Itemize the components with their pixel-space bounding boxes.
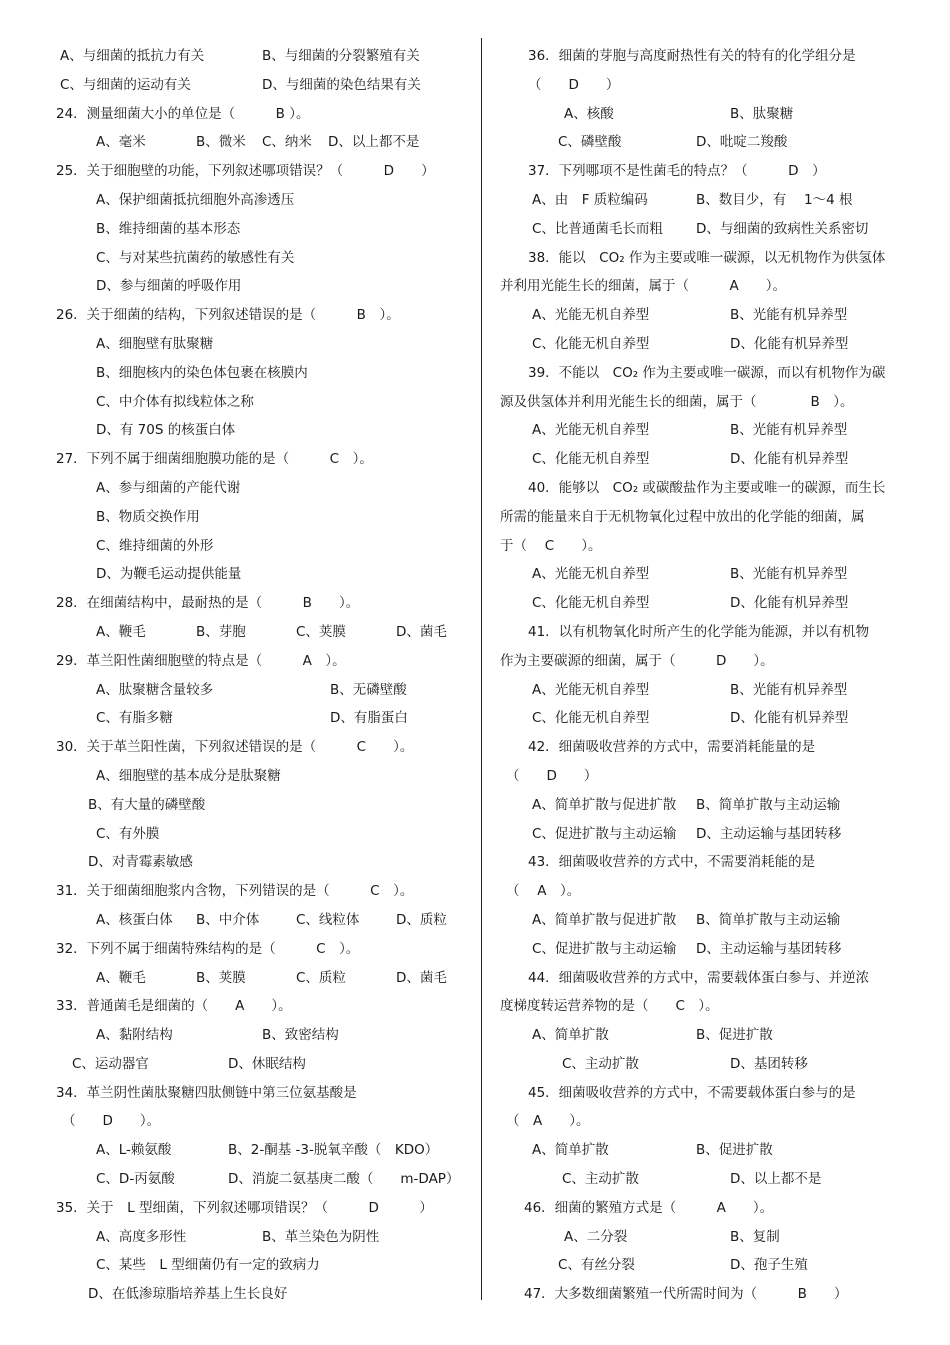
text-segment: 39．不能以 CO₂ 作为主要或唯一碳源，而以有机物作为碳 [528, 364, 886, 381]
text-segment: A、简单扩散与促进扩散 [532, 911, 677, 928]
text-segment: 29．革兰阳性菌细胞壁的特点是（ A ）。 [56, 652, 346, 669]
text-segment: 45．细菌吸收营养的方式中，不需要载体蛋白参与的是 [528, 1084, 856, 1101]
text-line [500, 906, 900, 935]
text-segment: C、磷壁酸 [558, 134, 622, 151]
text-line [500, 1107, 900, 1136]
text-line [52, 1107, 472, 1136]
text-segment: D、主动运输与基团转移 [696, 940, 842, 957]
text-segment: 于（ C ）。 [500, 537, 602, 554]
text-line [500, 791, 900, 820]
text-segment: A、简单扩散与促进扩散 [532, 796, 677, 813]
text-line [52, 1251, 472, 1280]
text-segment: B、简单扩散与主动运输 [696, 796, 841, 813]
text-line [52, 71, 472, 100]
text-segment: B、无磷壁酸 [330, 681, 407, 698]
text-segment: 47．大多数细菌繁殖一代所需时间为（ B ） [524, 1286, 848, 1303]
text-segment: B、革兰染色为阴性 [262, 1228, 380, 1245]
text-segment: B、简单扩散与主动运输 [696, 911, 841, 928]
text-segment: A、光能无机自养型 [532, 307, 650, 324]
text-segment: 46．细菌的繁殖方式是（ A ）。 [524, 1199, 774, 1216]
text-segment: 38．能以 CO₂ 作为主要或唯一碳源，以无机物作为供氢体 [528, 249, 886, 266]
text-segment: A、鞭毛 [96, 623, 146, 640]
text-segment: D、在低渗琼脂培养基上生长良好 [88, 1286, 288, 1303]
text-line [500, 1223, 900, 1252]
text-line [500, 589, 900, 618]
text-segment: 31．关于细菌细胞浆内含物，下列错误的是（ C ）。 [56, 883, 414, 900]
text-segment: C、与细菌的运动有关 [60, 76, 191, 93]
text-line [52, 128, 472, 157]
text-line [52, 474, 472, 503]
text-segment: 作为主要碳源的细菌，属于（ D ）。 [500, 652, 774, 669]
text-line [52, 704, 472, 733]
text-segment: C、比普通菌毛长而粗 [532, 220, 663, 237]
text-line [500, 877, 900, 906]
text-line [52, 906, 472, 935]
text-line [500, 1280, 900, 1309]
text-line [500, 301, 900, 330]
text-segment: D、化能有机异养型 [730, 595, 849, 612]
text-segment: D、菌毛 [396, 623, 447, 640]
text-line [52, 1223, 472, 1252]
text-segment: 源及供氢体并利用光能生长的细菌，属于（ B ）。 [500, 393, 854, 410]
text-segment: D、化能有机异养型 [730, 451, 849, 468]
text-segment: A、光能无机自养型 [532, 681, 650, 698]
text-segment: A、鞭毛 [96, 969, 146, 986]
text-segment: C、纳米 [262, 134, 312, 151]
text-segment: A、由 F 质粒编码 [532, 191, 648, 208]
text-segment: B、2-酮基 -3-脱氧辛酸（ KDO） [228, 1142, 439, 1159]
text-line [500, 128, 900, 157]
text-segment: C、某些 L 型细菌仍有一定的致病力 [96, 1257, 320, 1274]
text-segment: D、孢子生殖 [730, 1257, 808, 1274]
text-segment: C、促进扩散与主动运输 [532, 940, 677, 957]
text-segment: 44．细菌吸收营养的方式中，需要载体蛋白参与、并逆浓 [528, 969, 870, 986]
text-line [52, 1280, 472, 1309]
text-line [52, 416, 472, 445]
text-segment: B、维持细菌的基本形态 [96, 220, 241, 237]
text-segment: D、与细菌的致病性关系密切 [696, 220, 869, 237]
text-line [52, 733, 472, 762]
text-segment: A、二分裂 [564, 1228, 628, 1245]
text-segment: 34．革兰阴性菌肽聚糖四肽侧链中第三位氨基酸是 [56, 1084, 357, 1101]
text-segment: C、维持细菌的外形 [96, 537, 214, 554]
text-segment: A、核酸 [564, 105, 614, 122]
text-line [500, 1251, 900, 1280]
text-segment: D、质粒 [396, 911, 447, 928]
text-line [52, 215, 472, 244]
text-segment: C、化能无机自养型 [532, 710, 650, 727]
text-segment: 43．细菌吸收营养的方式中，不需要消耗能的是 [528, 854, 816, 871]
text-segment: B、光能有机异养型 [730, 422, 848, 439]
text-segment: C、荚膜 [296, 623, 346, 640]
text-segment: C、主动扩散 [562, 1171, 639, 1188]
text-line [500, 560, 900, 589]
text-line [500, 157, 900, 186]
text-line [52, 301, 472, 330]
text-segment: C、质粒 [296, 969, 346, 986]
text-line [52, 1194, 472, 1223]
text-segment: C、化能无机自养型 [532, 335, 650, 352]
text-segment: C、线粒体 [296, 911, 360, 928]
text-segment: C、有脂多糖 [96, 710, 173, 727]
text-line [52, 330, 472, 359]
text-line [500, 1136, 900, 1165]
text-segment: （ A ）。 [506, 1113, 590, 1130]
text-segment: D、基团转移 [730, 1055, 808, 1072]
text-line [500, 848, 900, 877]
text-segment: B、致密结构 [262, 1027, 339, 1044]
text-line [500, 1079, 900, 1108]
text-line [500, 71, 900, 100]
text-segment: A、L-赖氨酸 [96, 1142, 172, 1159]
text-line [52, 992, 472, 1021]
text-segment: C、化能无机自养型 [532, 451, 650, 468]
text-segment: D、化能有机异养型 [730, 710, 849, 727]
text-line [500, 186, 900, 215]
text-segment: D、与细菌的染色结果有关 [262, 76, 421, 93]
text-segment: B、细胞核内的染色体包裹在核膜内 [96, 364, 308, 381]
text-segment: 并利用光能生长的细菌，属于（ A ）。 [500, 278, 786, 295]
text-line [500, 215, 900, 244]
text-segment: C、主动扩散 [562, 1055, 639, 1072]
text-segment: C、有外膜 [96, 825, 160, 842]
text-line [52, 1165, 472, 1194]
text-line [52, 100, 472, 129]
text-line [500, 964, 900, 993]
text-segment: C、与对某些抗菌药的敏感性有关 [96, 249, 295, 266]
text-line [500, 503, 900, 532]
text-segment: D、菌毛 [396, 969, 447, 986]
text-line [52, 1136, 472, 1165]
text-line [52, 647, 472, 676]
text-segment: 度梯度转运营养物的是（ C ）。 [500, 998, 719, 1015]
text-line [500, 762, 900, 791]
text-line [52, 272, 472, 301]
text-segment: 27．下列不属于细菌细胞膜功能的是（ C ）。 [56, 451, 373, 468]
text-segment: D、参与细菌的呼吸作用 [96, 278, 242, 295]
text-segment: A、核蛋白体 [96, 911, 173, 928]
text-segment: A、光能无机自养型 [532, 566, 650, 583]
text-segment: D、有 70S 的核蛋白体 [96, 422, 236, 439]
text-segment: D、化能有机异养型 [730, 335, 849, 352]
text-line [500, 733, 900, 762]
text-line [500, 42, 900, 71]
text-segment: B、复制 [730, 1228, 780, 1245]
text-segment: B、与细菌的分裂繁殖有关 [262, 48, 420, 64]
text-line [52, 244, 472, 273]
text-line [500, 820, 900, 849]
text-segment: B、光能有机异养型 [730, 681, 848, 698]
text-line [52, 359, 472, 388]
text-line [500, 272, 900, 301]
text-segment: B、光能有机异养型 [730, 566, 848, 583]
text-segment: 40．能够以 CO₂ 或碳酸盐作为主要或唯一的碳源，而生长 [528, 479, 886, 496]
text-segment: A、高度多形性 [96, 1228, 187, 1245]
text-line [52, 589, 472, 618]
text-segment: 28．在细菌结构中，最耐热的是（ B ）。 [56, 595, 360, 612]
text-line [500, 100, 900, 129]
text-segment: （ D ） [528, 76, 620, 93]
left-column [52, 42, 472, 1309]
text-segment: C、运动器官 [72, 1055, 149, 1072]
text-segment: C、化能无机自养型 [532, 595, 650, 612]
text-segment: 33．普通菌毛是细菌的（ A ）。 [56, 998, 292, 1015]
text-segment: A、参与细菌的产能代谢 [96, 479, 241, 496]
text-segment: 24．测量细菌大小的单位是（ B ）。 [56, 105, 310, 122]
text-segment: （ D ） [506, 767, 598, 784]
text-segment: C、D-丙氨酸 [96, 1171, 175, 1188]
text-line [52, 42, 472, 71]
text-line [52, 503, 472, 532]
text-line [52, 186, 472, 215]
text-line [500, 474, 900, 503]
text-segment: B、有大量的磷壁酸 [88, 796, 206, 813]
text-segment: B、促进扩散 [696, 1027, 773, 1044]
text-line [52, 618, 472, 647]
text-segment: A、简单扩散 [532, 1142, 609, 1159]
text-line [500, 647, 900, 676]
text-segment: B、物质交换作用 [96, 508, 200, 525]
text-segment: A、肽聚糖含量较多 [96, 681, 214, 698]
text-segment: D、主动运输与基团转移 [696, 825, 842, 842]
text-segment: A、细胞壁的基本成分是肽聚糖 [96, 767, 281, 784]
text-segment: A、光能无机自养型 [532, 422, 650, 439]
text-line [500, 416, 900, 445]
text-line [52, 560, 472, 589]
text-line [52, 1050, 472, 1079]
text-line [500, 676, 900, 705]
text-segment: C、中介体有拟线粒体之称 [96, 393, 254, 410]
text-segment: B、微米 [196, 134, 246, 151]
text-line [500, 704, 900, 733]
text-line [52, 762, 472, 791]
text-segment: D、消旋二氨基庚二酸（ m-DAP） [228, 1171, 460, 1188]
text-line [52, 445, 472, 474]
text-line [500, 359, 900, 388]
text-segment: 26．关于细菌的结构，下列叙述错误的是（ B ）。 [56, 307, 400, 324]
text-segment: A、黏附结构 [96, 1027, 173, 1044]
text-segment: （ D ）。 [62, 1113, 161, 1130]
text-line [500, 330, 900, 359]
text-line [52, 157, 472, 186]
text-line [52, 1021, 472, 1050]
text-line [52, 532, 472, 561]
text-segment: 37．下列哪项不是性菌毛的特点？（ D ） [528, 163, 826, 180]
text-line [500, 532, 900, 561]
text-line [52, 1079, 472, 1108]
text-segment: D、为鞭毛运动提供能量 [96, 566, 242, 583]
text-line [500, 935, 900, 964]
text-segment: B、荚膜 [196, 969, 246, 986]
text-segment: 35．关于 L 型细菌，下列叙述哪项错误？（ D ） [56, 1199, 433, 1216]
text-segment: 30．关于革兰阳性菌，下列叙述错误的是（ C ）。 [56, 739, 414, 756]
text-segment: A、细胞壁有肽聚糖 [96, 335, 214, 352]
text-segment: D、吡啶二羧酸 [696, 134, 788, 151]
text-line [500, 618, 900, 647]
text-line [500, 1165, 900, 1194]
text-segment: D、有脂蛋白 [330, 710, 408, 727]
text-segment: B、芽胞 [196, 623, 246, 640]
text-segment: A、简单扩散 [532, 1027, 609, 1044]
text-segment: （ A ）。 [506, 883, 581, 900]
text-segment: 36．细菌的芽胞与高度耐热性有关的特有的化学组分是 [528, 48, 856, 64]
text-line [500, 992, 900, 1021]
text-segment: 所需的能量来自于无机物氧化过程中放出的化学能的细菌，属 [500, 508, 865, 525]
text-line [52, 935, 472, 964]
text-line [52, 676, 472, 705]
text-segment: 42．细菌吸收营养的方式中，需要消耗能量的是 [528, 739, 816, 756]
text-segment: B、肽聚糖 [730, 105, 794, 122]
text-segment: 25．关于细胞壁的功能，下列叙述哪项错误？（ D ） [56, 163, 435, 180]
text-segment: A、保护细菌抵抗细胞外高渗透压 [96, 191, 295, 208]
text-segment: C、有丝分裂 [558, 1257, 635, 1274]
text-line [52, 848, 472, 877]
text-line [500, 1021, 900, 1050]
text-line [500, 445, 900, 474]
column-divider [481, 38, 482, 1300]
text-segment: 32．下列不属于细菌特殊结构的是（ C ）。 [56, 940, 360, 957]
text-line [52, 877, 472, 906]
text-line [52, 388, 472, 417]
text-line [500, 244, 900, 273]
text-segment: B、中介体 [196, 911, 260, 928]
text-line [500, 1194, 900, 1223]
text-segment: C、促进扩散与主动运输 [532, 825, 677, 842]
text-segment: D、休眠结构 [228, 1055, 306, 1072]
text-line [52, 791, 472, 820]
text-segment: A、与细菌的抵抗力有关 [60, 48, 205, 64]
text-line [52, 820, 472, 849]
text-segment: D、对青霉素敏感 [88, 854, 193, 871]
right-column [500, 42, 900, 1309]
text-line [500, 1050, 900, 1079]
text-line [52, 964, 472, 993]
text-segment: B、光能有机异养型 [730, 307, 848, 324]
text-segment: 41．以有机物氧化时所产生的化学能为能源，并以有机物 [528, 623, 870, 640]
text-segment: B、促进扩散 [696, 1142, 773, 1159]
text-segment: D、以上都不是 [328, 134, 420, 151]
text-line [500, 388, 900, 417]
text-segment: A、毫米 [96, 134, 146, 151]
text-segment: D、以上都不是 [730, 1171, 822, 1188]
text-segment: B、数目少，有 1～4 根 [696, 191, 853, 208]
